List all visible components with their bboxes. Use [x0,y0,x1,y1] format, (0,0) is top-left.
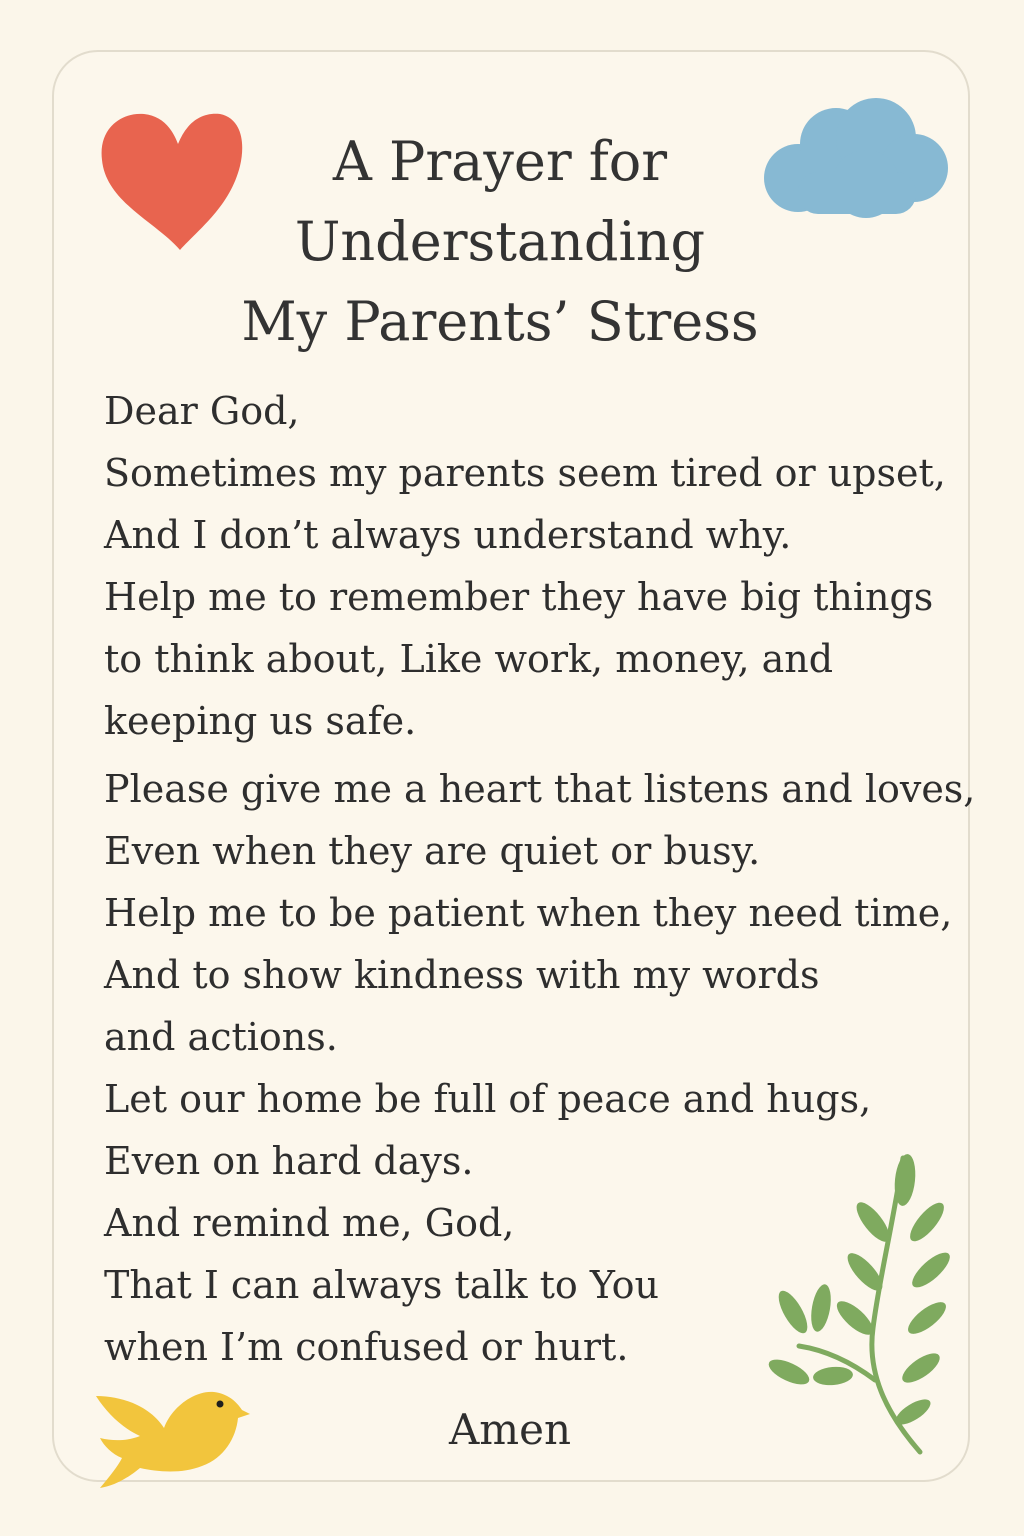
prayer-line: Help me to remember they have big things [104,575,934,619]
prayer-line: and actions. [104,1015,338,1059]
prayer-line: Even when they are quiet or busy. [104,829,761,873]
title-line: My Parents’ Stress [241,290,759,353]
prayer-line: Dear God, [104,389,300,433]
prayer-line: Let our home be full of peace and hugs, [104,1077,872,1121]
prayer-title [150,122,850,362]
prayer-line: That I can always talk to You [104,1263,659,1307]
title-line: Understanding [294,210,706,273]
dove-icon [92,1376,250,1490]
title-line: A Prayer for [332,130,668,193]
prayer-line: keeping us safe. [104,699,417,743]
leaf-branch-icon [755,1150,955,1465]
prayer-line: Please give me a heart that listens and loves, [104,767,976,811]
prayer-line: Even on hard days. [104,1139,474,1183]
prayer-line: And remind me, God, [104,1201,515,1245]
prayer-line: Help me to be patient when they need time, [104,891,953,935]
closing-amen: Amen [448,1405,572,1454]
prayer-line: to think about, Like work, money, and [104,637,834,681]
prayer-line: when I’m confused or hurt. [104,1325,629,1369]
prayer-line: Sometimes my parents seem tired or upset, [104,451,946,495]
prayer-line: And I don’t always understand why. [104,513,792,557]
prayer-line: And to show kindness with my words [104,953,820,997]
